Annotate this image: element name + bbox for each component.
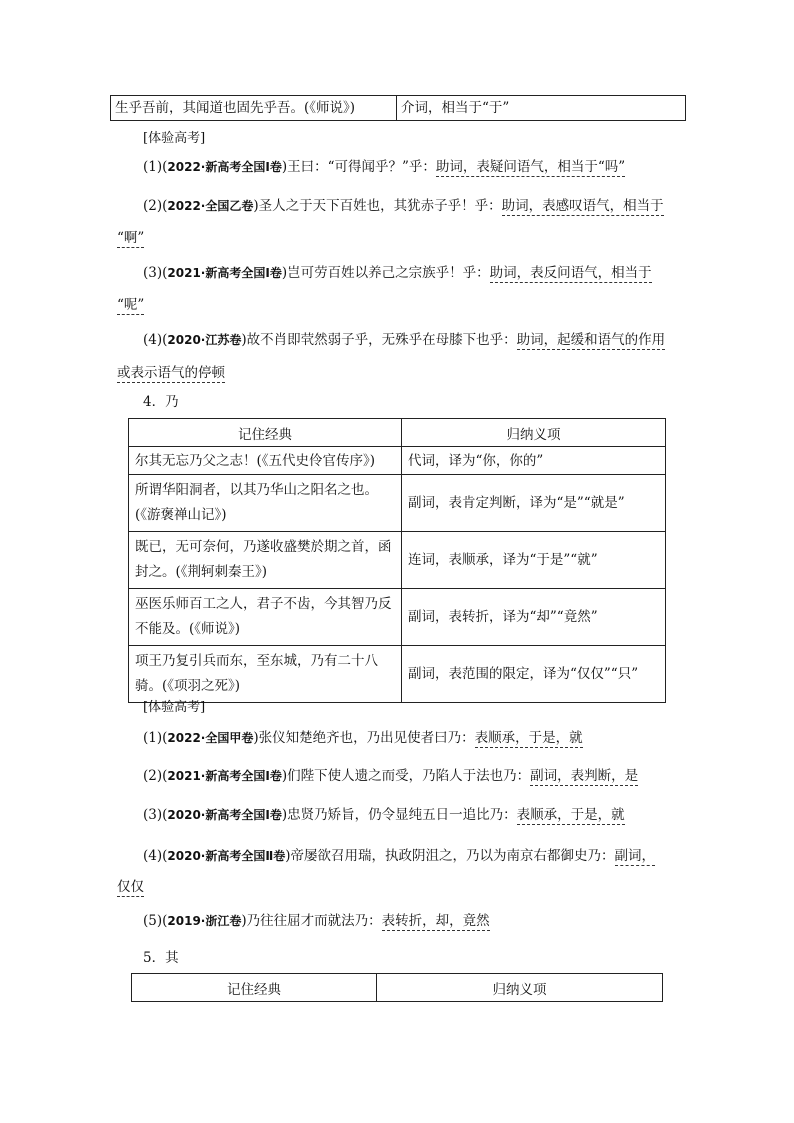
table-row [129, 589, 666, 646]
answer: 助词，起缓和语气的作用 [516, 332, 666, 348]
exam-header: [体验高考] [143, 131, 206, 146]
meaning-cell: 介词，相当于“于” [397, 96, 686, 121]
table-row [129, 646, 666, 703]
section-heading-nai: 4．乃 [143, 394, 179, 410]
meaning-cell: 副词，表转折，译为“却”“竟然” [402, 589, 666, 646]
answer: 副词，表判断，是 [530, 768, 639, 784]
exam-item-4: (4)(2020·江苏卷)故不肖即茕然弱子乎，无殊乎在母膝下也乎：助词，起缓和语气的作用 [143, 332, 666, 348]
classic-cell: 巫医乐师百工之人，君子不齿，今其智乃反不能及。(《师说》) [129, 589, 402, 646]
column-header: 归纳义项 [377, 974, 663, 1002]
answer: 表顺承，于是，就 [516, 807, 625, 823]
column-header: 归纳义项 [402, 419, 666, 447]
exam-item-2: (2)(2021·新高考全国Ⅰ卷)们陛下使人遗之而受，乃陷人于法也乃：副词，表判断，是 [143, 768, 639, 784]
table-row [129, 447, 666, 475]
exam-item-4-cont: 或表示语气的停顿 [117, 365, 225, 381]
table-header-row [129, 419, 666, 447]
classic-cell: 项王乃复引兵而东，至东城，乃有二十八骑。(《项羽之死》) [129, 646, 402, 703]
table-header-row [132, 974, 663, 1002]
exam-item-2: (2)(2022·全国乙卷)圣人之于天下百姓也，其犹赤子乎！乎：助词，表感叹语气，相当于 [143, 198, 664, 214]
answer: 助词，表疑问语气，相当于“吗” [435, 159, 626, 175]
exam-item-3: (3)(2021·新高考全国Ⅰ卷)岂可劳百姓以养己之宗族乎！乎：助词，表反问语气，相当于 [143, 265, 652, 281]
section-heading-qi: 5．其 [143, 950, 179, 966]
classic-cell: 既已，无可奈何，乃遂收盛樊於期之首，函封之。(《荆轲刺秦王》) [129, 532, 402, 589]
meaning-cell: 连词，表顺承，译为“于是”“就” [402, 532, 666, 589]
table-row [111, 96, 686, 121]
classic-cell: 所谓华阳洞者，以其乃华山之阳名之也。(《游褒禅山记》) [129, 475, 402, 532]
exam-item-1: (1)(2022·新高考全国Ⅰ卷)王曰：“可得闻乎？”乎：助词，表疑问语气，相当于“吗” [143, 159, 626, 175]
exam-header: [体验高考] [143, 700, 206, 715]
exam-item-1: (1)(2022·全国甲卷)张仪知楚绝齐也，乃出见使者曰乃：表顺承，于是，就 [143, 730, 583, 746]
exam-item-2-cont: “啊” [117, 230, 145, 246]
answer: 副词， [614, 848, 656, 864]
exam-item-4: (4)(2020·新高考全国Ⅱ卷)帝屡欲召用瑞，执政阴沮之，乃以为南京右都御史乃：副词， [143, 848, 656, 864]
answer: 助词，表反问语气，相当于 [489, 265, 652, 281]
answer: 表转折，却，竟然 [381, 913, 490, 929]
meaning-cell: 副词，表肯定判断，译为“是”“就是” [402, 475, 666, 532]
top-table [110, 95, 686, 121]
meaning-cell: 代词，译为“你，你的” [402, 447, 666, 475]
exam-item-5: (5)(2019·浙江卷)乃往往屈才而就法乃：表转折，却，竟然 [143, 913, 490, 929]
answer: 助词，表感叹语气，相当于 [501, 198, 664, 214]
exam-item-3-cont: “呢” [117, 297, 145, 313]
qi-table [131, 973, 663, 1002]
exam-item-4-cont: 仅仅 [117, 879, 144, 895]
nai-table [128, 418, 666, 703]
classic-cell: 生乎吾前，其闻道也固先乎吾。(《师说》) [111, 96, 397, 121]
column-header: 记住经典 [132, 974, 377, 1002]
classic-cell: 尔其无忘乃父之志！(《五代史伶官传序》) [129, 447, 402, 475]
table-row [129, 475, 666, 532]
table-row [129, 532, 666, 589]
meaning-cell: 副词，表范围的限定，译为“仅仅”“只” [402, 646, 666, 703]
exam-item-3: (3)(2020·新高考全国Ⅰ卷)忠贤乃矫旨，仍令显纯五日一追比乃：表顺承，于是，就 [143, 807, 625, 823]
column-header: 记住经典 [129, 419, 402, 447]
answer: 表顺承，于是，就 [474, 730, 583, 746]
